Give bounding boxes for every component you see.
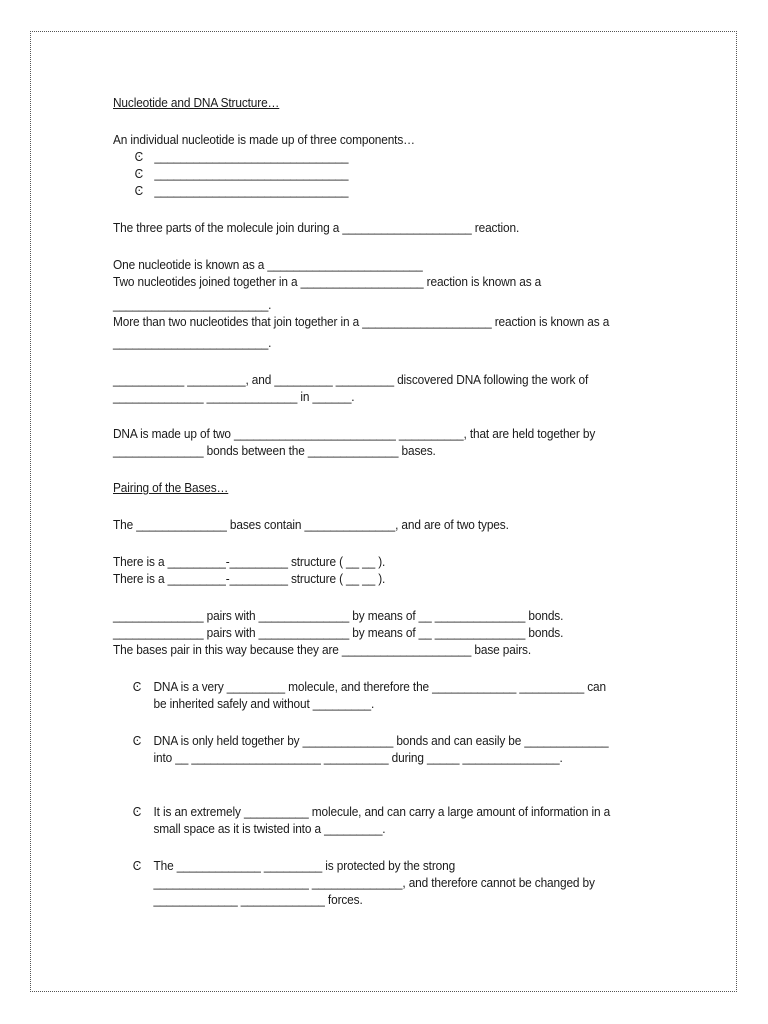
bullet-icon: Ͼ: [132, 733, 142, 748]
fact-line: into __ ____________________ __________ during _____ _______________.: [153, 750, 563, 765]
fact-line: small space as it is twisted into a _________.: [153, 821, 386, 836]
fact-line: The _____________ _________ is protected by the strong: [153, 858, 456, 873]
section-heading-pairing: Pairing of the Bases…: [113, 480, 229, 495]
pairs-line-1: ______________ pairs with ______________ by means of __ ______________ bonds.: [113, 608, 564, 623]
component-list: [135, 148, 604, 199]
component-item: [135, 165, 604, 182]
discovered-line-2: ______________ ______________ in ______.: [113, 389, 355, 404]
pairs-line-2: ______________ pairs with ______________ by means of __ ______________ bonds.: [113, 625, 564, 640]
bases-contain-line: The ______________ bases contain ______________, and are of two types.: [113, 517, 509, 532]
worksheet-content: [113, 94, 611, 908]
three-parts-line: The three parts of the molecule join during a ____________________ reaction.: [113, 220, 520, 235]
bullet-icon: Ͼ: [134, 149, 144, 164]
fact-item: [132, 732, 609, 766]
bullet-icon: Ͼ: [132, 858, 142, 873]
fact-line: ________________________ ______________, and therefore cannot be changed by: [153, 875, 595, 890]
component-item: [135, 148, 604, 165]
discovered-line-1: ___________ _________, and _________ _________ discovered DNA following the work of: [113, 372, 589, 387]
component-blank: ______________________________: [154, 149, 349, 164]
dna-made-line-2: ______________ bonds between the ______________ bases.: [113, 443, 436, 458]
fact-line: DNA is a very _________ molecule, and therefore the _____________ __________ can: [153, 679, 606, 694]
fact-item: [132, 803, 611, 837]
fact-line: be inherited safely and without _________.: [153, 696, 375, 711]
fact-item: [133, 857, 604, 908]
pairs-reason-line: The bases pair in this way because they are ____________________ base pairs.: [113, 642, 531, 657]
bullet-icon: Ͼ: [134, 166, 144, 181]
section-heading-nucleotide: Nucleotide and DNA Structure…: [113, 95, 280, 110]
two-nucleotides-continuation: ________________________.: [113, 297, 272, 312]
component-item: [135, 182, 604, 199]
fact-item: [133, 678, 604, 712]
dna-made-line-1: DNA is made up of two _________________________ __________, that are held together by: [113, 426, 596, 441]
more-than-two-continuation: ________________________.: [113, 335, 272, 350]
bullet-icon: Ͼ: [134, 183, 144, 198]
one-nucleotide-line: One nucleotide is known as a ________________________: [113, 257, 423, 272]
structure-line-2: There is a _________-_________ structure ( __ __ ).: [113, 571, 386, 586]
more-than-two-line: More than two nucleotides that join together in a ____________________ reaction is known as a: [113, 314, 610, 329]
bullet-icon: Ͼ: [132, 679, 142, 694]
fact-line: _____________ _____________ forces.: [153, 892, 363, 907]
component-blank: ______________________________: [154, 183, 349, 198]
fact-line: It is an extremely __________ molecule, and can carry a large amount of information in a: [153, 804, 611, 819]
bullet-icon: Ͼ: [132, 804, 142, 819]
intro-line: An individual nucleotide is made up of three components…: [113, 132, 415, 147]
structure-line-1: There is a _________-_________ structure ( __ __ ).: [113, 554, 386, 569]
component-blank: ______________________________: [154, 166, 349, 181]
two-nucleotides-line: Two nucleotides joined together in a ___________________ reaction is known as a: [113, 274, 542, 289]
fact-line: DNA is only held together by ______________ bonds and can easily be _____________: [153, 733, 609, 748]
